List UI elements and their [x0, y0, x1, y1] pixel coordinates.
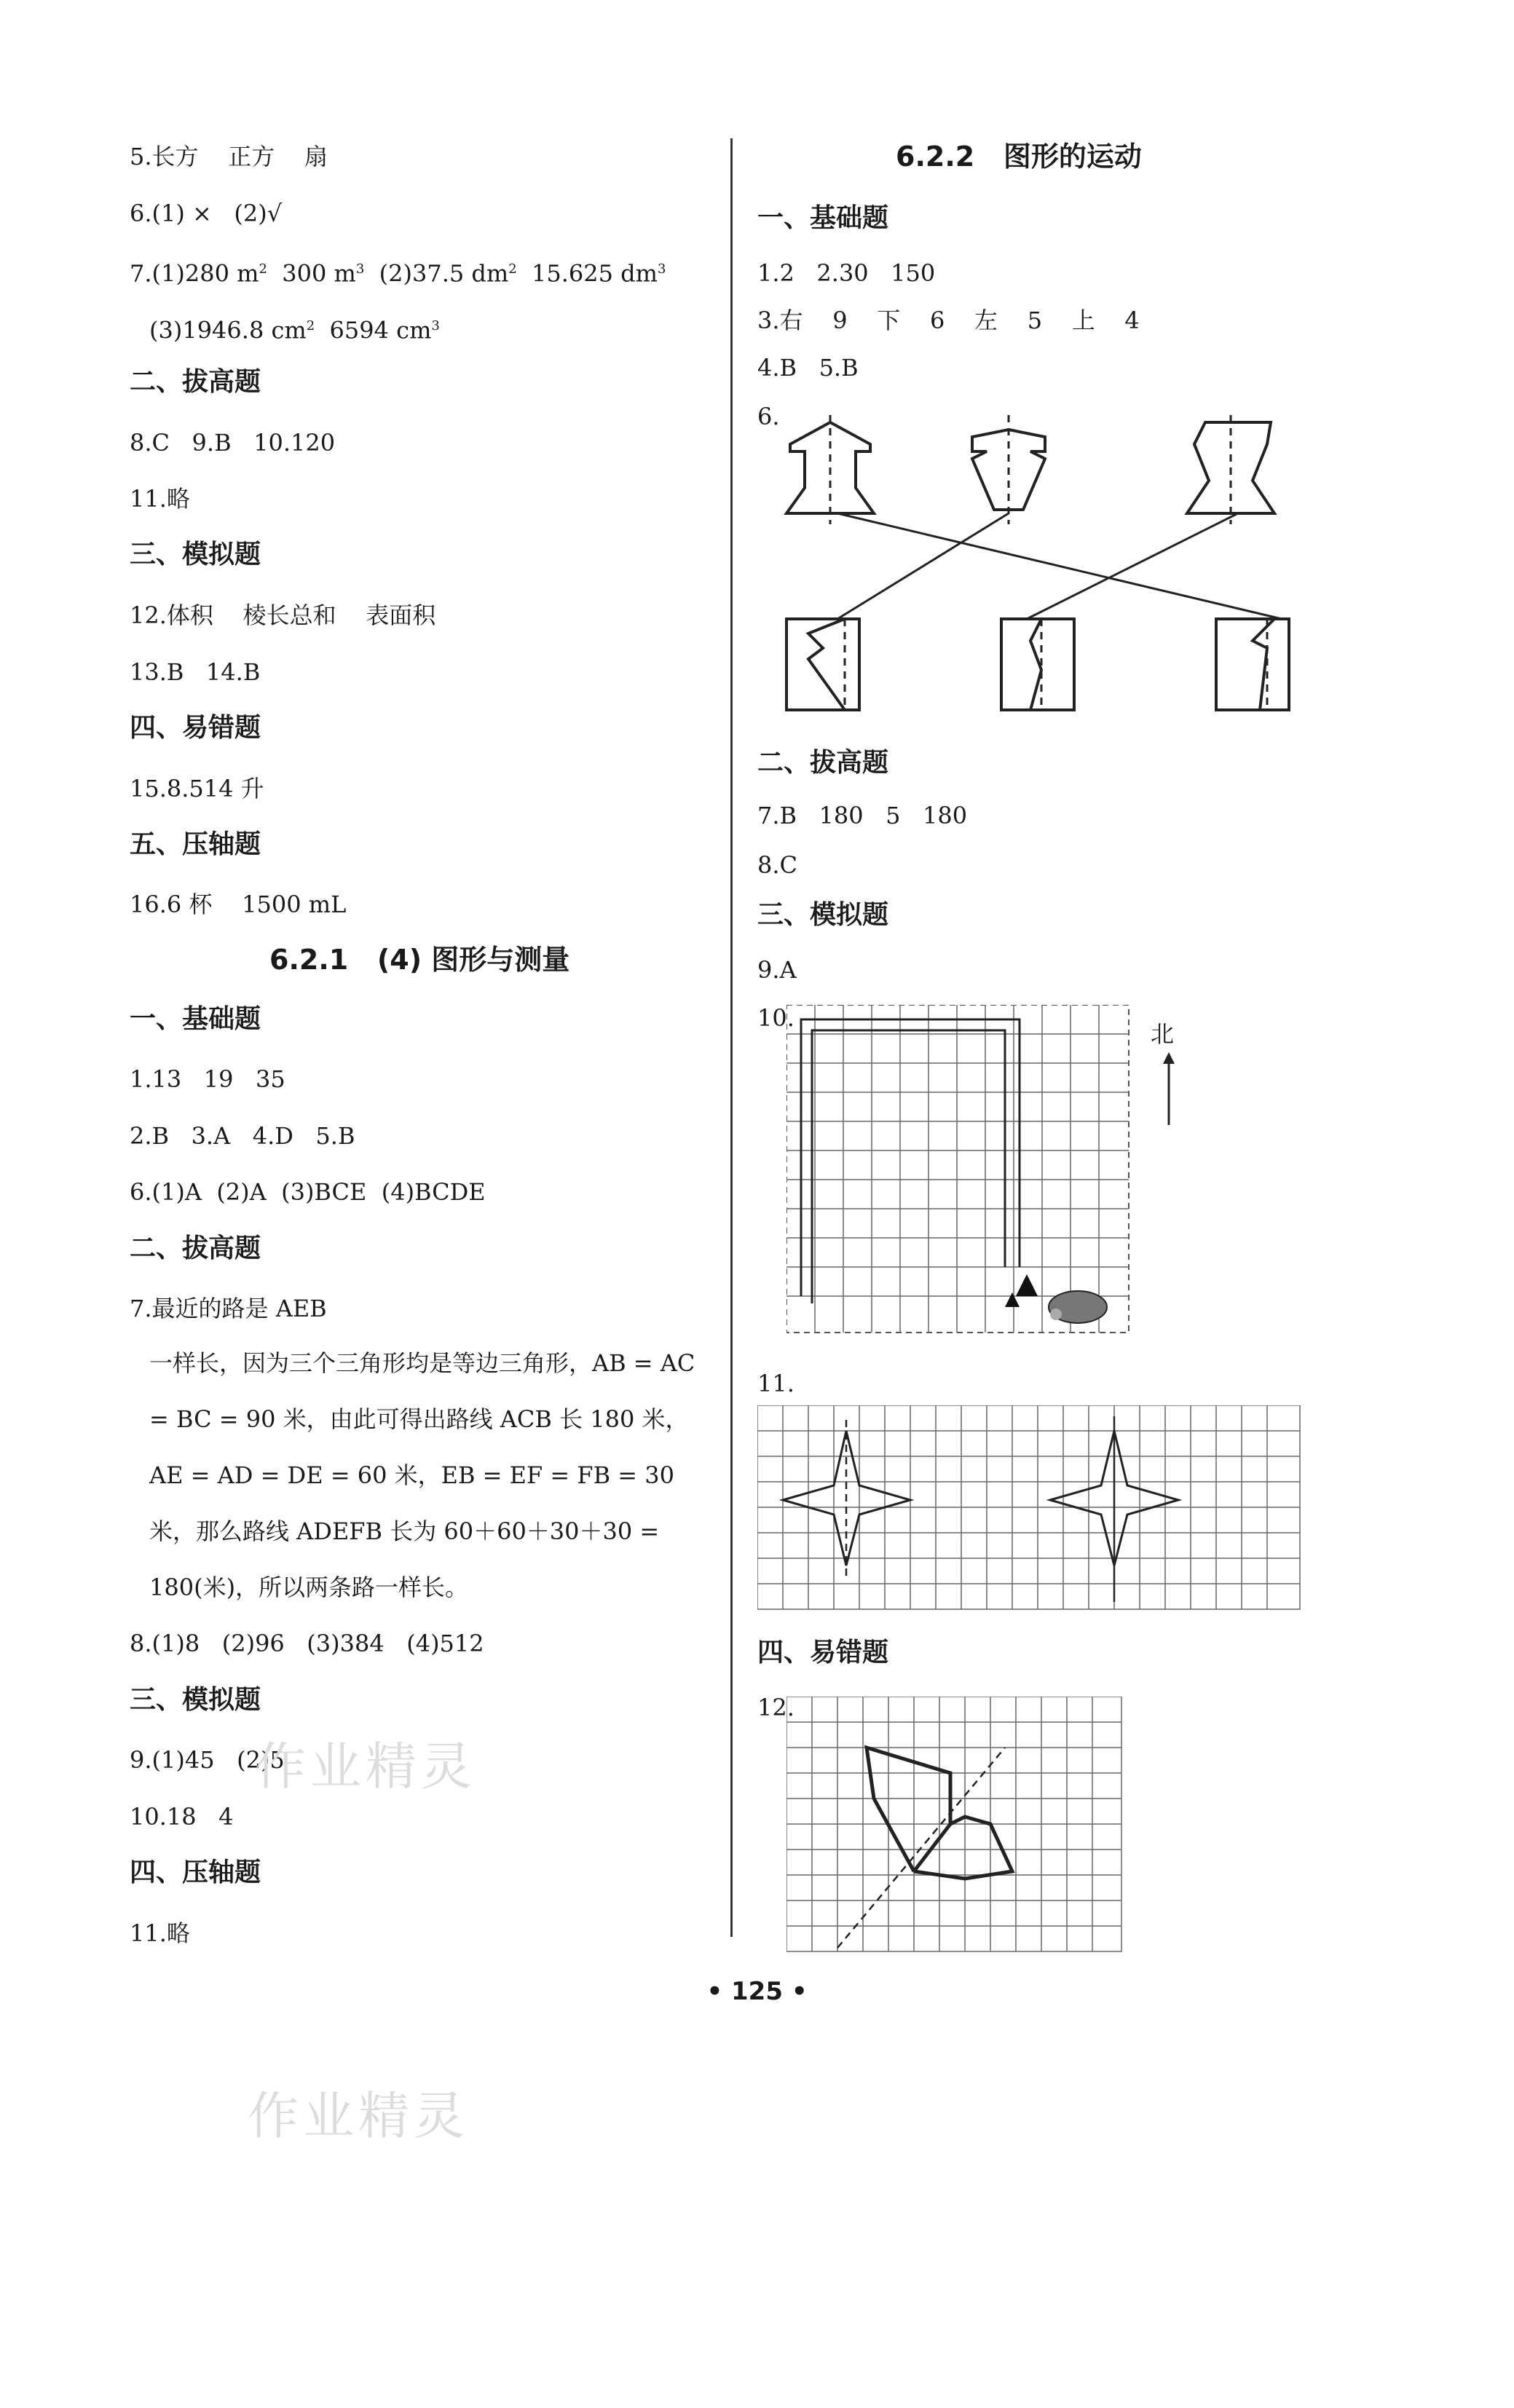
answer-line-9: 9.(1)45 (2)5: [130, 1746, 285, 1774]
heading-final: 五、压轴题: [130, 829, 261, 859]
explanation-paragraph: 一样长，因为三个三角形均是等边三角形，AB = AC = BC = 90 米，由此可得出路线 ACB 长 180 米，AE = AD = DE = 60 米，EB = EF = FB = 30 米，那么路线 ADEFB 长为 60＋60＋30＋30 = 180(米)，所以两条路一样长。: [149, 1349, 695, 1601]
answer-line-13-14: 13.B 14.B: [130, 658, 261, 686]
heading-advanced: 二、拔高题: [130, 367, 261, 397]
answer-line-2-5: 2.B 3.A 4.D 5.B: [130, 1122, 355, 1150]
column-divider: [730, 138, 733, 1937]
answer-line-11: 11.略: [130, 485, 190, 513]
answer-line-r9: 9.A: [757, 956, 797, 984]
section-title-6-2-1: 6.2.1 (4) 图形与测量: [269, 944, 570, 976]
answer-line-7b: 7.最近的路是 AEB: [130, 1295, 327, 1322]
answer-line-15: 15.8.514 升: [130, 775, 264, 802]
answer-line-8b: 8.(1)8 (2)96 (3)384 (4)512: [130, 1630, 484, 1657]
answer-line-6: 6.(1) × (2)√: [130, 200, 283, 227]
heading-basic: 一、基础题: [130, 1004, 261, 1034]
answer-line-r11: 11.: [757, 1370, 795, 1397]
heading-error-prone: 四、易错题: [130, 713, 261, 743]
north-label: 北: [1151, 1020, 1175, 1048]
section-title-6-2-2: 6.2.2 图形的运动: [896, 141, 1142, 173]
answer-line-5: 5.长方 正方 扇: [130, 143, 328, 170]
answer-line-r1: 1.2 2.30 150: [757, 259, 936, 287]
answer-line-11b: 11.略: [130, 1919, 190, 1947]
answer-line-r10: 10.: [757, 1004, 795, 1032]
answer-line-r3: 3.右 9 下 6 左 5 上 4: [757, 307, 1140, 334]
answer-line-12: 12.体积 棱长总和 表面积: [130, 601, 436, 629]
heading-final-2: 四、压轴题: [130, 1858, 261, 1887]
north-arrow-icon: [1162, 1052, 1176, 1125]
answer-line-7: 7.(1)280 $m^2$ 300 $m^3$ (2)37.5 $dm^2$ 15.625 $dm^3$: [130, 259, 666, 288]
matching-figure: [757, 408, 1325, 728]
answer-line-r7: 7.B 180 5 180: [757, 802, 968, 829]
reflection-grid-figure: [786, 1697, 1129, 1959]
answer-line-r8: 8.C: [757, 851, 798, 879]
heading-advanced-r: 二、拔高题: [757, 748, 889, 778]
answer-line-16: 16.6 杯 1500 mL: [130, 891, 347, 918]
answer-line-6b: 6.(1)A (2)A (3)BCE (4)BCDE: [130, 1178, 486, 1206]
page-number: • 125 •: [706, 1977, 808, 2006]
grid-path-figure: [786, 1005, 1136, 1340]
answer-line-1: 1.13 19 35: [130, 1065, 285, 1093]
watermark-2: 作业精灵: [248, 2086, 469, 2146]
heading-basic-r: 一、基础题: [757, 203, 889, 233]
answer-line-10: 10.18 4: [130, 1803, 234, 1831]
answer-line-r6: 6.: [757, 403, 780, 430]
answer-line-r12: 12.: [757, 1694, 795, 1721]
watermark: 作业精灵: [255, 1737, 476, 1796]
heading-simulation-2: 三、模拟题: [130, 1685, 261, 1715]
answer-line-r4: 4.B 5.B: [757, 354, 859, 382]
answer-line-7-3: (3)1946.8 $cm^2$ 6594 $cm^3$: [149, 316, 440, 344]
heading-advanced-2: 二、拔高题: [130, 1233, 261, 1263]
heading-error-prone-r: 四、易错题: [757, 1638, 889, 1667]
star-grid-figure: [757, 1405, 1304, 1616]
heading-simulation-r: 三、模拟题: [757, 900, 889, 930]
heading-simulation: 三、模拟题: [130, 540, 261, 569]
answer-line-8-10: 8.C 9.B 10.120: [130, 429, 336, 457]
